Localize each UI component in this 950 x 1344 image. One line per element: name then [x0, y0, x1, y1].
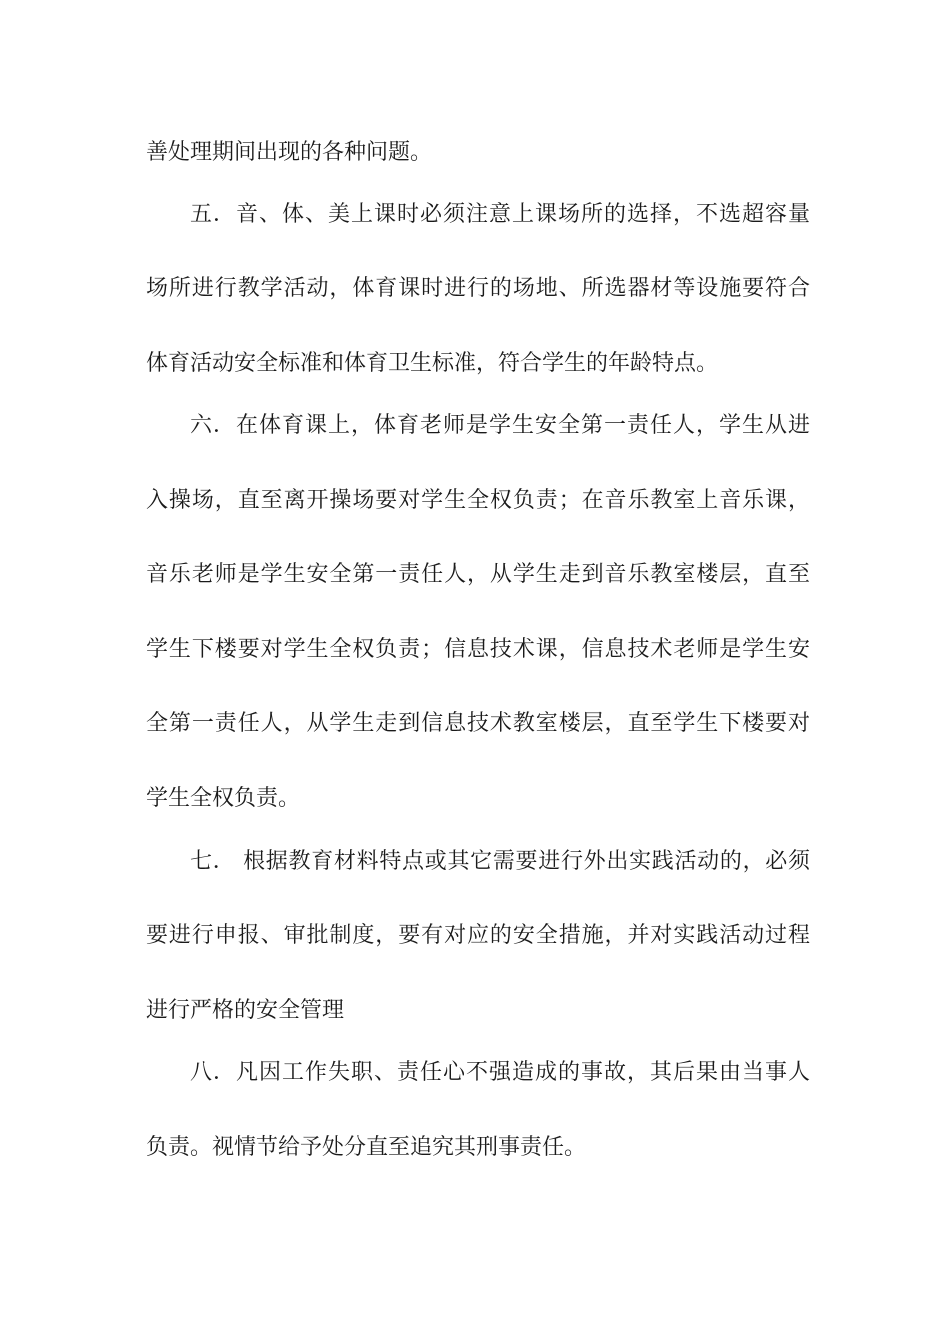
paragraph-seven-line: 七． 根据教育材料特点或其它需要进行外出实践活动的，必须	[190, 849, 810, 874]
text-line: 要进行申报、审批制度，要有对应的安全措施，并对实践活动过程	[146, 923, 810, 948]
paragraph-six-line: 六．在体育课上，体育老师是学生安全第一责任人，学生从进	[190, 413, 810, 438]
text-line: 负责。视情节给予处分直至追究其刑事责任。	[146, 1135, 587, 1160]
text-line: 音乐老师是学生安全第一责任人，从学生走到音乐教室楼层，直至	[146, 562, 810, 587]
text-line: 体育活动安全标准和体育卫生标准，符合学生的年龄特点。	[146, 351, 719, 376]
text-line: 进行严格的安全管理	[146, 998, 345, 1023]
paragraph-five-line: 五．音、体、美上课时必须注意上课场所的选择，不选超容量	[190, 202, 810, 227]
text-line: 善处理期间出现的各种问题。	[146, 140, 433, 165]
text-line: 学生全权负责。	[146, 786, 301, 811]
text-line: 场所进行教学活动，体育课时进行的场地、所选器材等设施要符合	[146, 276, 810, 301]
text-line: 入操场，直至离开操场要对学生全权负责；在音乐教室上音乐课，	[146, 488, 810, 513]
paragraph-eight-line: 八．凡因工作失职、责任心不强造成的事故，其后果由当事人	[190, 1060, 810, 1085]
text-line: 学生下楼要对学生全权负责；信息技术课，信息技术老师是学生安	[146, 637, 810, 662]
text-line: 全第一责任人，从学生走到信息技术教室楼层，直至学生下楼要对	[146, 711, 810, 736]
